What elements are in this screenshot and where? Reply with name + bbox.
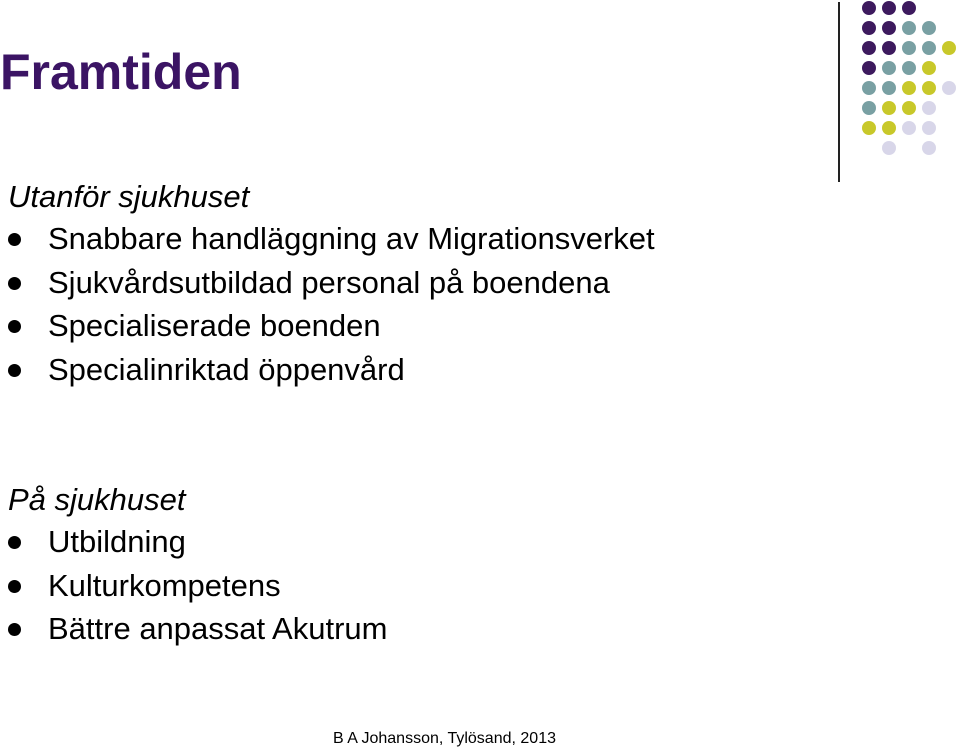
dot (862, 1, 876, 15)
dot (902, 101, 916, 115)
dot (922, 61, 936, 75)
bullet-icon (8, 623, 21, 636)
list-item: Kulturkompetens (0, 564, 387, 608)
dot (902, 41, 916, 55)
bullet-icon (8, 364, 21, 377)
dot (862, 61, 876, 75)
section-heading: Utanför sjukhuset (8, 179, 250, 214)
dot (862, 101, 876, 115)
dot (902, 121, 916, 135)
section-heading: På sjukhuset (8, 482, 186, 517)
dot (922, 101, 936, 115)
dot (922, 21, 936, 35)
list-item: Specialinriktad öppenvård (0, 348, 655, 392)
bullet-icon (8, 536, 21, 549)
dot (922, 81, 936, 95)
list-item: Snabbare handläggning av Migrationsverket (0, 217, 655, 261)
dot (902, 21, 916, 35)
bullet-icon (8, 233, 21, 246)
dot (882, 141, 896, 155)
dot (862, 81, 876, 95)
bullet-icon (8, 580, 21, 593)
dot (902, 81, 916, 95)
dot (942, 81, 956, 95)
decorative-dot-grid (0, 0, 960, 170)
dot (862, 41, 876, 55)
dot (922, 121, 936, 135)
dot (902, 1, 916, 15)
list-item: Specialiserade boenden (0, 304, 655, 348)
bullet-list (0, 217, 655, 391)
dot (882, 121, 896, 135)
list-item: Sjukvårdsutbildad personal på boendena (0, 261, 655, 305)
bullet-icon (8, 320, 21, 333)
dot (862, 21, 876, 35)
dot (882, 1, 896, 15)
dot (922, 41, 936, 55)
slide-title: Framtiden (0, 44, 242, 100)
bullet-icon (8, 277, 21, 290)
dot (922, 141, 936, 155)
slide-footer: B A Johansson, Tylösand, 2013 (333, 730, 556, 747)
dot (882, 41, 896, 55)
dot (882, 61, 896, 75)
dot (942, 41, 956, 55)
dot (882, 21, 896, 35)
section-at-hospital (0, 480, 387, 651)
bullet-list (0, 520, 387, 651)
dot (882, 101, 896, 115)
dot (882, 81, 896, 95)
section-outside-hospital (0, 177, 655, 391)
dot (862, 121, 876, 135)
dot (902, 61, 916, 75)
list-item: Utbildning (0, 520, 387, 564)
list-item: Bättre anpassat Akutrum (0, 607, 387, 651)
